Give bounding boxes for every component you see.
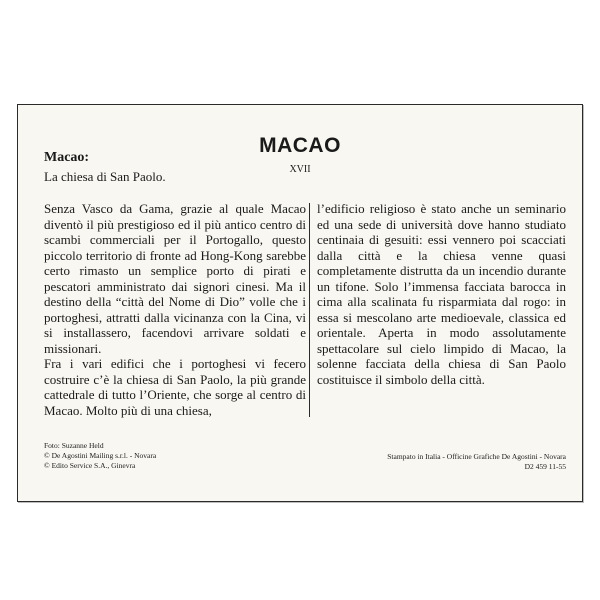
paragraph: l’edificio religioso è stato anche un seminario ed una sede di università dove hanno studiato centinaia di gesuiti: essi vennero poi scacciati dalla città e la chiesa venne quasi completamente distrutta da un incendio durante un tifone. Solo l’immensa facciata barocca in cima alla scalinata fu risparmiata dal rogo: in essa si mescolano arte medioevale, classica ed orientale. Aperta in modo assolutamente spettacolare sul cielo limpido di Macao, la solenne facciata della chiesa di San Paolo costituisce il simbolo della città. <box>317 201 566 387</box>
postcard-back <box>17 104 583 502</box>
copyright-line: © Edito Service S.A., Ginevra <box>44 461 136 470</box>
copyright-line: © De Agostini Mailing s.r.l. - Novara <box>44 451 157 460</box>
card-title: MACAO <box>259 134 341 157</box>
photo-credit: Foto: Suzanne Held <box>44 441 104 450</box>
printer-info <box>387 452 566 472</box>
printer-line: Stampato in Italia - Officine Grafiche De Agostini - Novara <box>387 452 566 461</box>
credits <box>44 441 156 471</box>
text-column-left <box>44 201 306 418</box>
paragraph: Senza Vasco da Gama, grazie al quale Macao diventò il più prestigioso ed il più antico centro di scambi commerciali per il Portogallo, questo piccolo territorio di fronte ad Hong-Kong sarebbe certo rimasto un semplice porto di pirati e pescatori amministrato dai signori cinesi. Ma il destino della “città del Nome di Dio” volle che i portoghesi, attratti dalla vicinanza con la Cina, vi si installassero, facendovi arrivare soldati e missionari. <box>44 201 306 356</box>
card-heading: Macao: <box>44 150 90 165</box>
column-divider <box>309 203 310 417</box>
card-numeral: XVII <box>289 164 311 175</box>
text-column-right <box>317 201 566 387</box>
product-code: D2 459 11-55 <box>524 462 566 471</box>
paragraph: Fra i vari edifici che i portoghesi vi fecero costruire c’è la chiesa di San Paolo, la più grande cattedrale di tutto l’Oriente, che sorge al centro di Macao. Molto più di una chiesa, <box>44 356 306 418</box>
card-subheading: La chiesa di San Paolo. <box>44 169 166 184</box>
